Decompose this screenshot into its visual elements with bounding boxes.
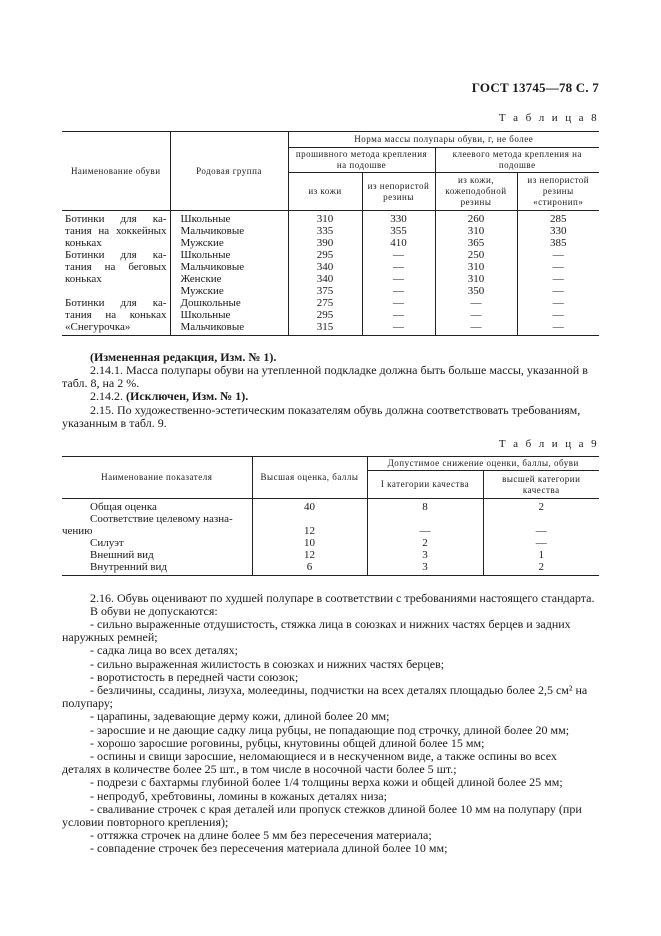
table9-cell-value: 3 xyxy=(367,549,483,561)
paragraph-2-14-1: 2.14.1. Масса полупары обуви на утепленной подкладке должна быть больше массы, указанной в табл. 8, на 2 %. xyxy=(62,363,588,391)
table8-header-name: Наименование обуви xyxy=(62,132,170,211)
table9-cell-value: 6 xyxy=(252,561,367,576)
table8-cell-value: — xyxy=(517,309,599,321)
table8-header-leather1: из кожи xyxy=(288,173,362,211)
table9-header-cat1: I категории качества xyxy=(367,471,483,499)
table8-cell-name: тания на хоккейных xyxy=(65,225,167,237)
table9-cell-value: 12 xyxy=(252,549,367,561)
table8-row xyxy=(62,309,599,321)
defect-item: - оттяжка строчек на длине более 5 мм без пересечения материала; xyxy=(90,828,432,843)
table8-header-group: Родовая группа xyxy=(170,132,288,211)
table9-row xyxy=(62,513,599,525)
table8-cell-value: 310 xyxy=(435,273,517,285)
table8-cell-value: 335 xyxy=(288,225,362,237)
table8-cell-group: Мужские xyxy=(170,285,288,297)
table9-header-top: высшей категории качества xyxy=(483,471,599,499)
table8-cell-value: 340 xyxy=(288,273,362,285)
table8-row xyxy=(62,225,599,237)
table9-row xyxy=(62,561,599,576)
table8-cell-value: — xyxy=(517,297,599,309)
table8-cell-value: 315 xyxy=(288,321,362,336)
table8-cell-value: 340 xyxy=(288,261,362,273)
table9 xyxy=(62,456,599,576)
table8-cell-group: Школьные xyxy=(170,211,288,226)
table8-cell-value: — xyxy=(435,309,517,321)
table9-cell-value: 3 xyxy=(367,561,483,576)
table9-cell-value: — xyxy=(367,525,483,537)
table8-cell-value: 285 xyxy=(517,211,599,226)
table8-cell-group: Мальчиковые xyxy=(170,225,288,237)
table8-cell-value: — xyxy=(435,297,517,309)
table8-row xyxy=(62,211,599,226)
table8-cell-value: — xyxy=(517,249,599,261)
table8-cell-value: — xyxy=(435,321,517,336)
table8-cell-name: тания на коньках xyxy=(65,309,167,321)
table9-cell-value: 2 xyxy=(367,537,483,549)
table9-cell-name: Силуэт xyxy=(90,537,124,549)
table8-row xyxy=(62,273,599,285)
table8-header-glue: клеевого метода крепления на подошве xyxy=(435,148,599,173)
table8-cell-value: 330 xyxy=(517,225,599,237)
table8-row xyxy=(62,261,599,273)
table8-cell-name: Ботинки для ка- xyxy=(65,297,167,309)
table8-cell-value: 310 xyxy=(435,261,517,273)
table8-cell-name: коньках xyxy=(65,273,102,285)
table8-cell-group: Мальчиковые xyxy=(170,321,288,336)
table8-header-nonporous2: из непористой резины «стиронип» xyxy=(517,173,599,211)
table8-cell-group: Женские xyxy=(170,273,288,285)
table9-cell-value: 1 xyxy=(483,549,599,561)
defect-item: - подрези с бахтармы глубиной более 1/4 толщины верха кожи и общей длиной более 25 мм; xyxy=(90,775,563,790)
paragraph-2-14-2 xyxy=(62,390,599,403)
table8-header-nonporous1: из непористой резины xyxy=(362,173,435,211)
defect-item: - оспины и свищи заросшие, неломающиеся и в нескученном виде, а также оспины во всех деталях в количестве более 25 шт., в том числе в носочной части более 5 шт.; xyxy=(62,749,557,777)
table8-cell-value: 365 xyxy=(435,237,517,249)
table8-cell-group: Мужские xyxy=(170,237,288,249)
table9-cell-name: Внешний вид xyxy=(90,549,154,561)
table9-header-allowed: Допустимое снижение оценки, баллы, обуви xyxy=(367,457,599,471)
table9-cell-value xyxy=(367,513,483,525)
paragraph-2-14-2-note: (Исключен, Изм. № 1). xyxy=(126,389,249,403)
table9-cell-name: Соответствие целевому назна- xyxy=(90,513,233,525)
table8 xyxy=(62,131,599,336)
table8-cell-value: — xyxy=(362,321,435,336)
defect-item: - сваливание строчек с края деталей или пропуск стежков длиной более 10 мм на полупару (при условии повторного крепления); xyxy=(62,801,582,830)
defect-item: - непродуб, хребтовины, ломины в кожаных деталях низа; xyxy=(90,788,387,803)
table8-cell-value: — xyxy=(362,261,435,273)
paragraph-2-15: 2.15. По художественно-эстетическим показателям обувь должна соответствовать требованиям, указанным в табл. 9. xyxy=(62,403,581,431)
table9-header-name: Наименование показателя xyxy=(62,457,252,499)
table8-cell-name: Ботинки для ка- xyxy=(65,249,167,261)
table8-cell-value: 410 xyxy=(362,237,435,249)
table8-cell-value: — xyxy=(362,273,435,285)
table9-cell-value: 40 xyxy=(252,499,367,514)
page-header: ГОСТ 13745—78 С. 7 xyxy=(471,80,599,95)
table9-caption: Т а б л и ц а 9 xyxy=(498,438,599,450)
table9-row xyxy=(62,525,599,537)
table8-cell-value: — xyxy=(362,309,435,321)
table8-row xyxy=(62,249,599,261)
table9-cell-name: Внутренний вид xyxy=(62,561,252,576)
table9-cell-name: чению xyxy=(62,525,93,537)
table9-cell-value: 2 xyxy=(483,499,599,514)
table8-cell-value: — xyxy=(517,285,599,297)
table9-cell-value: 2 xyxy=(483,561,599,576)
table9-cell-value: — xyxy=(483,537,599,549)
table8-cell-value: 295 xyxy=(288,309,362,321)
table8-cell-value: 260 xyxy=(435,211,517,226)
table8-caption: Т а б л и ц а 8 xyxy=(498,112,599,124)
table8-cell-value: 250 xyxy=(435,249,517,261)
defect-item: - совпадение строчек без пересечения материала длиной более 10 мм; xyxy=(90,841,448,856)
table8-cell-value: 275 xyxy=(288,297,362,309)
table9-cell-value: 8 xyxy=(367,499,483,514)
table8-cell-value: 355 xyxy=(362,225,435,237)
defect-item: - заросшие и не дающие садку лица рубцы, не попадающие под строчку, длиной более 20 мм; xyxy=(90,722,570,737)
defect-item: - безличины, ссадины, лизуха, молеедины, подчистки на всех деталях площадью более 2,5 см² на полупару; xyxy=(62,683,588,711)
table9-row xyxy=(62,537,599,549)
table8-cell-value: — xyxy=(362,249,435,261)
defect-item: - сильно выраженная жилистость в союзках и нижних частях берцев; xyxy=(90,656,445,671)
table8-cell-value: 350 xyxy=(435,285,517,297)
table8-cell-name: «Снегурочка» xyxy=(62,321,170,336)
table8-row xyxy=(62,321,599,336)
table8-cell-value: 310 xyxy=(288,211,362,226)
table8-cell-group: Дошкольные xyxy=(170,297,288,309)
table9-cell-name: Общая оценка xyxy=(90,501,157,513)
table9-row xyxy=(62,499,599,514)
table9-cell-value xyxy=(483,513,599,525)
table9-header-max: Высшая оценка, баллы xyxy=(252,457,367,499)
table8-cell-group: Школьные xyxy=(170,249,288,261)
table8-cell-value: 385 xyxy=(517,237,599,249)
table8-cell-group: Школьные xyxy=(170,309,288,321)
paragraph-2-16: 2.16. Обувь оценивают по худшей полупаре в соответствии с требованиями настоящего стандарта. xyxy=(90,591,595,605)
table8-cell-group: Мальчиковые xyxy=(170,261,288,273)
table8-cell-value: 375 xyxy=(288,285,362,297)
table8-row xyxy=(62,297,599,309)
table8-cell-value: — xyxy=(362,297,435,309)
defects-list xyxy=(62,618,599,856)
table8-row xyxy=(62,237,599,249)
table8-cell-value: — xyxy=(517,261,599,273)
table8-cell-value: 295 xyxy=(288,249,362,261)
table8-cell-name: коньках xyxy=(65,237,102,249)
table8-cell-name: Ботинки для ка- xyxy=(65,213,167,225)
table8-cell-value: — xyxy=(517,273,599,285)
table8-cell-name xyxy=(62,285,170,297)
defect-item: - садка лица во всех деталях; xyxy=(90,643,238,658)
table9-cell-value xyxy=(252,513,367,525)
table8-cell-value: 330 xyxy=(362,211,435,226)
table8-cell-value: — xyxy=(517,321,599,336)
table9-cell-value: 12 xyxy=(252,525,367,537)
edit-note: (Измененная редакция, Изм. № 1). xyxy=(90,350,277,364)
table9-cell-value: — xyxy=(483,525,599,537)
defect-item: - царапины, задевающие дерму кожи, длиной более 20 мм; xyxy=(90,709,390,724)
table8-cell-value: 310 xyxy=(435,225,517,237)
table8-header-stitch: прошивного метода крепления на подошве xyxy=(288,148,435,173)
defect-item: - хорошо заросшие роговины, рубцы, кнутовины общей длиной более 15 мм; xyxy=(90,735,485,750)
table9-cell-value: 10 xyxy=(252,537,367,549)
defect-item: - сильно выраженные отдушистость, стяжка лица в союзках и нижних частях берцев и задних наружных ремней; xyxy=(62,617,571,645)
table8-header-leather2: из кожи, кожеподобной резины xyxy=(435,173,517,211)
table8-cell-name: тания на беговых xyxy=(65,261,167,273)
table8-header-norm: Норма массы полупары обуви, г, не более xyxy=(288,132,599,148)
table8-cell-value: 390 xyxy=(288,237,362,249)
table9-row xyxy=(62,549,599,561)
paragraph-2-14-2-number: 2.14.2. xyxy=(90,389,123,403)
defect-item: - воротистость в передней части союзок; xyxy=(90,669,299,684)
table8-row xyxy=(62,285,599,297)
table8-cell-value: — xyxy=(362,285,435,297)
not-allowed-heading: В обуви не допускаются: xyxy=(90,604,218,618)
